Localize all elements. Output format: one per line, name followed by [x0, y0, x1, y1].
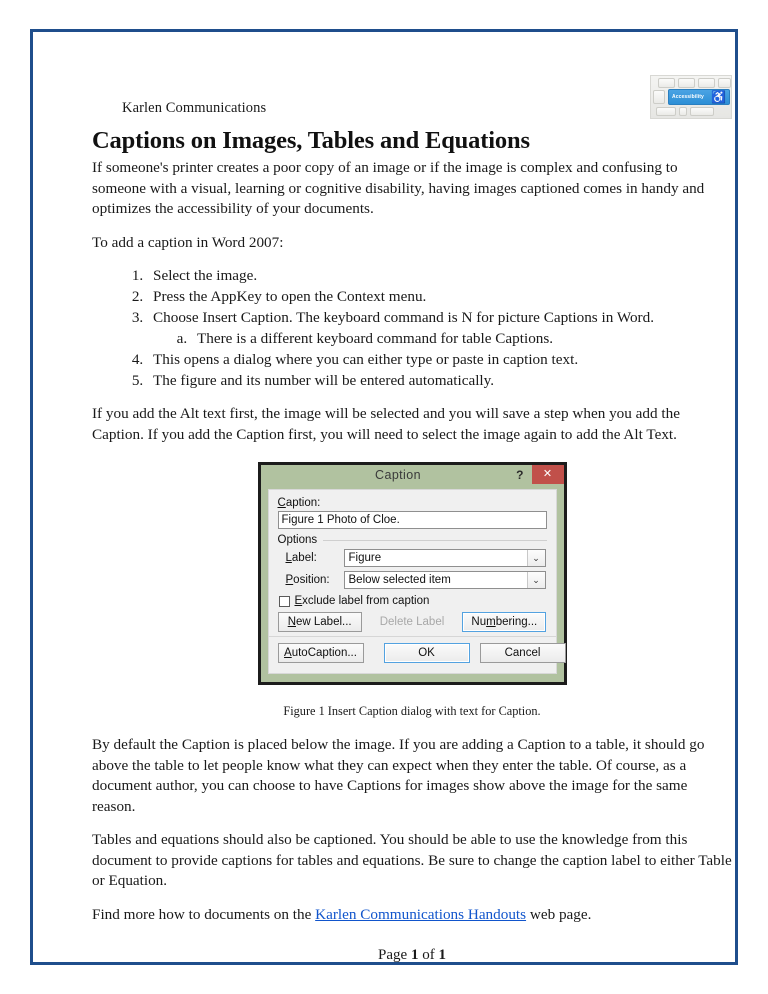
caption-field-label	[278, 497, 547, 509]
default-position-paragraph: By default the Caption is placed below the image. If you are adding a Caption to a table, it should go above the table to let people know what they can expect when they enter the table. Of course, as a document author, you can choose to have Captions for images show above the image for the same reason.	[92, 736, 705, 815]
position-field-label	[286, 574, 344, 586]
page-word: Page	[378, 947, 411, 963]
position-dropdown[interactable]	[344, 571, 546, 589]
tables-equations-paragraph: Tables and equations should also be captioned. You should be able to use the knowledge from this document to provide captions for tables and equations. Be sure to change the caption label to either Table or Equation.	[92, 831, 732, 889]
label-label-rest: abel:	[291, 552, 317, 564]
autocaption-rest: utoCaption...	[291, 647, 357, 659]
exclude-label-text	[295, 595, 430, 607]
numbering-button[interactable]	[462, 612, 546, 632]
label-buttons-row	[278, 612, 547, 632]
list-item: 4. This opens a dialog where you can either type or paste in caption text.	[147, 349, 732, 370]
autocaption-button[interactable]	[278, 643, 364, 663]
label-accel-char: L	[285, 552, 292, 564]
position-field-row	[278, 571, 547, 589]
label-field-row	[278, 549, 547, 567]
dialog-action-row	[278, 643, 547, 663]
options-group-heading	[278, 534, 547, 546]
help-icon[interactable]: ?	[516, 468, 524, 482]
new-label-button[interactable]	[278, 612, 362, 632]
numbering-rest: bering...	[495, 616, 538, 628]
group-divider	[323, 540, 546, 541]
dialog-body	[268, 489, 557, 674]
options-heading-text: Options	[277, 534, 318, 546]
chevron-down-icon[interactable]: ⌄	[527, 572, 545, 588]
document-page	[30, 29, 738, 965]
label-field-label	[286, 552, 344, 564]
sub-steps-list	[153, 328, 732, 349]
exclude-accel-char: E	[294, 595, 303, 607]
find-more-suffix: web page.	[526, 905, 592, 923]
list-item: a. There is a different keyboard command for table Captions.	[191, 328, 732, 349]
exclude-label-checkbox-row[interactable]	[279, 595, 547, 607]
keyboard-graphic	[650, 75, 732, 119]
dialog-title: Caption	[375, 468, 421, 482]
alt-text-paragraph: If you add the Alt text first, the image will be selected and you will save a step when you add the Caption. If you add the Caption first, you will need to select the image again to add the Alt Text.	[92, 405, 680, 443]
cancel-button[interactable]: Cancel	[480, 643, 566, 663]
keyboard-key	[698, 78, 715, 88]
keyboard-key	[679, 107, 687, 116]
delete-label-button: Delete Label	[370, 612, 454, 632]
caption-label-rest: aption:	[285, 497, 321, 509]
keyboard-key	[653, 90, 665, 104]
position-accel-char: P	[285, 574, 294, 586]
dialog-titlebar	[261, 465, 564, 485]
accessibility-key-label: Accessibility	[672, 94, 704, 100]
keyboard-key	[658, 78, 675, 88]
exclude-label-rest: xclude label from caption	[302, 595, 430, 607]
accessibility-key	[668, 89, 730, 105]
position-dropdown-value: Below selected item	[348, 574, 451, 586]
document-header	[92, 79, 732, 127]
find-more-paragraph	[92, 905, 732, 926]
of-word: of	[418, 947, 439, 963]
page-title: Captions on Images, Tables and Equations	[92, 127, 530, 154]
keyboard-key	[678, 78, 695, 88]
close-icon[interactable]: ✕	[532, 465, 564, 484]
intro-paragraph: If someone's printer creates a poor copy of an image or if the image is complex and confusing to someone with a visual, learning or cognitive disability, having images captioned comes in handy and optimizes the accessibility of your documents.	[92, 159, 705, 217]
keyboard-key	[656, 107, 676, 116]
page-footer	[92, 947, 732, 964]
list-item: 2. Press the AppKey to open the Context menu.	[147, 286, 732, 307]
document-content	[92, 79, 732, 979]
numbering-accel-char: m	[486, 616, 496, 628]
new-label-accel-char: N	[287, 616, 296, 628]
keyboard-accessibility-logo	[650, 75, 732, 119]
label-dropdown-value: Figure	[348, 552, 382, 564]
position-label-rest: osition:	[293, 574, 330, 586]
caption-input[interactable]: Figure 1 Photo of Cloe.	[278, 511, 547, 529]
figure-caption: Figure 1 Insert Caption dialog with text for Caption.	[283, 704, 541, 718]
caption-dialog-screenshot	[258, 462, 567, 685]
ok-button[interactable]: OK	[384, 643, 470, 663]
keyboard-key	[690, 107, 714, 116]
organization-name: Karlen Communications	[122, 100, 267, 116]
total-page-number: 1	[438, 947, 446, 963]
wheelchair-icon: ♿	[711, 90, 726, 104]
list-item: 1. Select the image.	[147, 265, 732, 286]
handouts-link[interactable]: Karlen Communications Handouts	[315, 905, 527, 923]
numbering-pre: Nu	[471, 616, 487, 628]
label-dropdown[interactable]	[344, 549, 546, 567]
list-item	[147, 307, 732, 349]
keyboard-key	[718, 78, 731, 88]
current-page-number: 1	[410, 947, 419, 963]
list-item: 5. The figure and its number will be entered automatically.	[147, 370, 732, 391]
find-more-prefix: Find more how to documents on the	[92, 905, 316, 923]
caption-dialog	[261, 465, 564, 682]
new-label-rest: ew Label...	[296, 616, 352, 628]
lead-in-text: To add a caption in Word 2007:	[92, 233, 284, 251]
chevron-down-icon[interactable]: ⌄	[527, 550, 545, 566]
dialog-divider	[269, 636, 556, 637]
exclude-label-checkbox[interactable]	[279, 596, 290, 607]
caption-accel-char: C	[277, 497, 286, 509]
steps-list	[92, 265, 732, 391]
list-item-text: Choose Insert Caption. The keyboard command is N for picture Captions in Word.	[153, 309, 655, 326]
autocaption-accel-char: A	[284, 647, 292, 659]
